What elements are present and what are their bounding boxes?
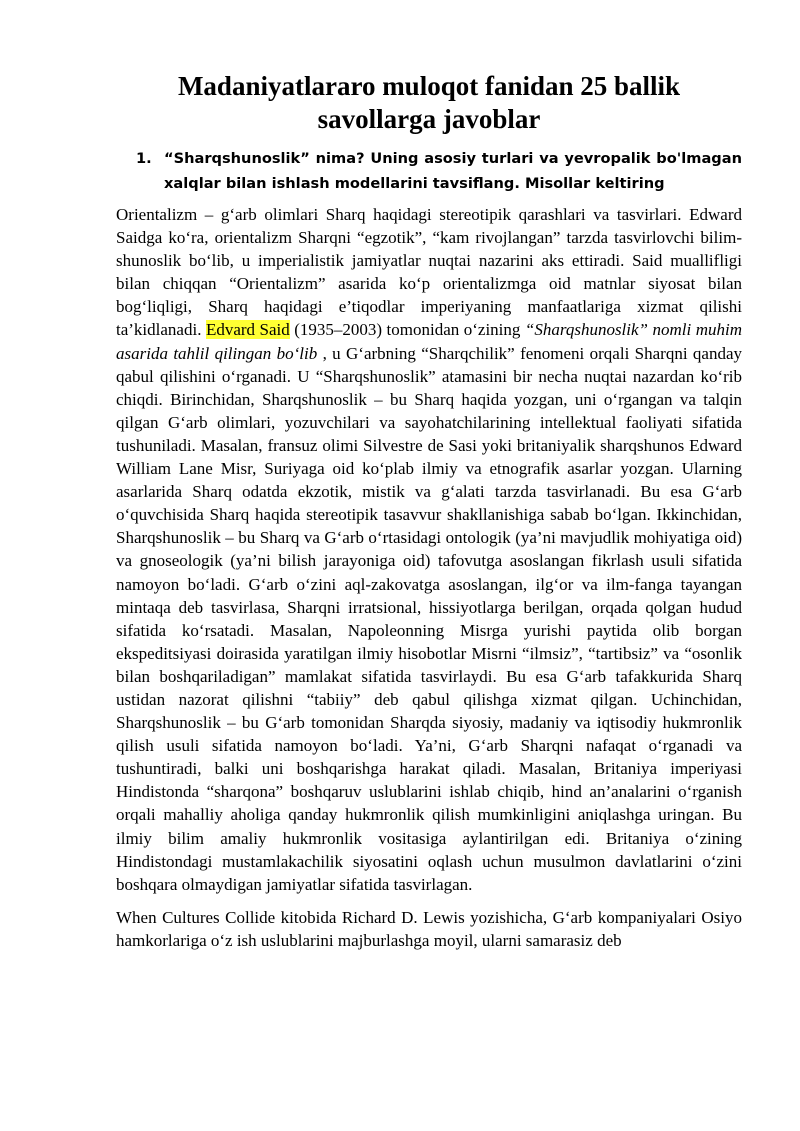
paragraph-text: Orientalizm – g‘arb olimlari Sharq haqidagi stereotipik qarashlari va tasvirlari. Edward Saidga ko‘ra, orientalizm Sharqni “egzotik”, “kam rivojlangan” tarzda tasvirlovchi bilim-shunoslik bo‘lib, u imperialistik jamiyatlar nuqtai nazarini aks ettiradi. Said muallifligi bilan chiqqan “Orientalizm” asarida ko‘p orientalizmga oid matnlar siyosat bilan bog‘liqligi, Sharq haqidagi e’tiqodlar imperiyaning manfaatlariga xizmat qilishi ta’kidlanadi. bbox=[116, 205, 742, 340]
answer-paragraph-1 bbox=[116, 203, 742, 896]
question-number: 1. bbox=[136, 150, 152, 167]
paragraph-text: , u G‘arbning “Sharqchilik” fenomeni orqali Sharqni qanday qabul qilishini o‘rganadi. U “Sharqshunoslik” atamasini bir necha nuqtai nazardan ko‘rib chiqdi. Birinchidan, Sharqshunoslik – bu Sharq haqida yozgan, uni o‘rgangan va talqin qilgan G‘arb olimlari, yozuvchilari va sayohatchilarining intellektual faoliyati sifatida tushuniladi. Masalan, fransuz olimi Silvestre de Sasi yoki britaniyalik sharqshunos Edward William Lane Misr, Suriyaga oid ko‘plab ilmiy va etnografik asarlar yozgan. Ularning asarlarida Sharq odatda ekzotik, mistik va g‘alati tarzda tasvirlanadi. Bu esa G‘arb o‘quvchisida Sharq haqida stereotipik tasavvur shakllanishiga sabab bo‘lgan. Ikkinchidan, Sharqshunoslik – bu Sharq va G‘arb o‘rtasidagi ontologik (ya’ni mavjudlik mohiyatiga oid) va gnoseologik (ya’ni bilish jarayoniga oid) tafovutga asoslangan fikrlash usuli sifatida namoyon bo‘ladi. G‘arb o‘zini aql-zakovatga asoslangan, ilg‘or va ilm-fanga tayangan mintaqa deb tasvirlasa, Sharqni irratsional, hissiyotlarga berilgan, orqada qolgan hudud sifatida ko‘rsatadi. Masalan, Napoleonning Misrga yurishi paytida olib borgan ekspeditsiyasi doirasida yaratilgan ilmiy hisobotlar Misrni “ilmsiz”, “tartibsiz” va “osonlik bilan boshqariladigan” mamlakat sifatida tasvirlaydi. Bu esa G‘arb tafakkurida Sharq ustidan nazorat qilishni “tabiiy” deb qabul qilishga xizmat qilgan. Uchinchidan, Sharqshunoslik – bu G‘arb tomonidan Sharqda siyosiy, madaniy va iqtisodiy hukmronlik qilish usuli sifatida namoyon bo‘ladi. Ya’ni, G‘arb Sharqni nafaqat o‘rganadi va tushuntiradi, balki uni boshqarishga harakat qiladi. Masalan, Britaniya imperiyasi Hindistonda “sharqona” boshqaruv uslublarini ishlab chiqib, hind an’analarini o‘rganish orqali mahalliy aholiga qanday hukmronlik qilish mumkinligini aniqlashga uringan. Bu ilmiy bilim amaliy hukmronlik vositasiga aylantirilgan edi. Britaniya o‘zining Hindistondagi mustamlakachilik siyosatini oqlash uchun musulmon davlatlarini o‘zini boshqara olmaydigan jamiyatlar sifatida tasvirlagan. bbox=[116, 343, 742, 894]
document-page bbox=[116, 70, 742, 952]
answer-paragraph-2: When Cultures Collide kitobida Richard D. Lewis yozishicha, G‘arb kompaniyalari Osiyo hamkorlariga o‘z ish uslublarini majburlashga moyil, ularni samarasiz deb bbox=[116, 907, 742, 950]
italic-citation: “Sharqshunoslik” nomli muhim asarida tahlil qilingan bo‘lib bbox=[116, 320, 742, 363]
paragraph-text: (1935–2003) tomonidan o‘zining bbox=[289, 320, 525, 340]
document-title: Madaniyatlararo muloqot fanidan 25 ballik savollarga javoblar bbox=[177, 71, 681, 134]
question-text: “Sharqshunoslik” nima? Uning asosiy turlari va yevropalik bo'lmagan xalqlar bilan ishlash modellarini tavsiflang. Misollar keltiring bbox=[164, 150, 742, 192]
highlighted-name: Edvard Said bbox=[205, 320, 290, 340]
question-item bbox=[116, 146, 742, 196]
